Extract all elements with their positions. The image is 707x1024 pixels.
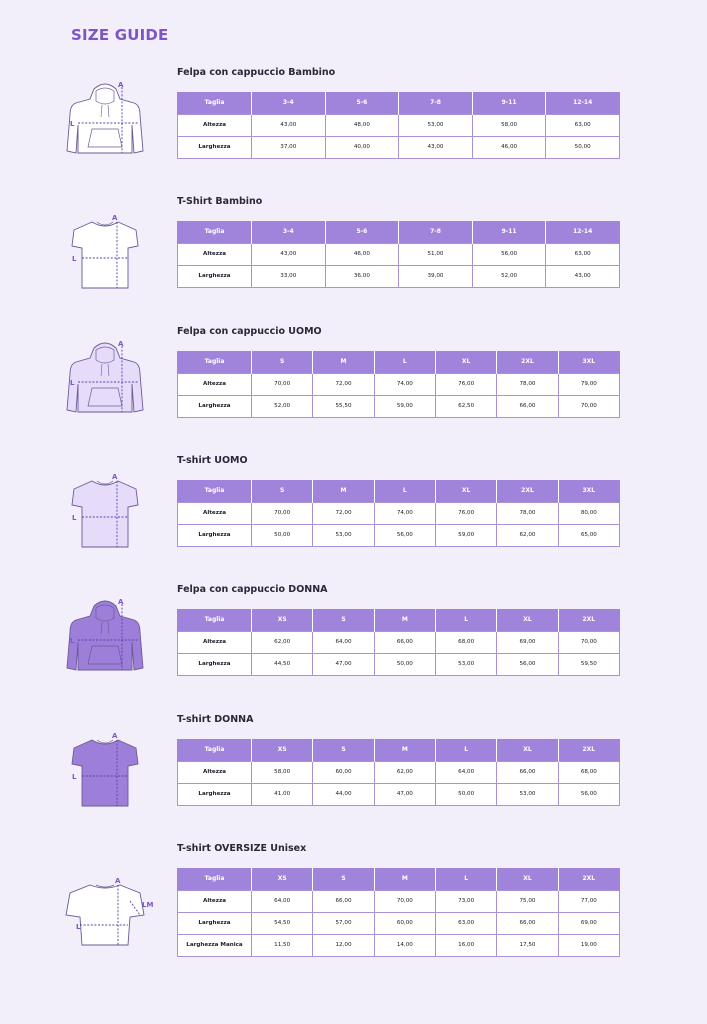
row-label: Altezza — [178, 114, 252, 136]
table-cell: 57,00 — [313, 912, 374, 934]
hoodie-filled-icon — [60, 598, 150, 678]
table-header-row — [178, 609, 620, 631]
table-cell: 70,00 — [374, 890, 435, 912]
table-cell: 69,00 — [497, 631, 558, 653]
table-cell: 48,00 — [325, 114, 399, 136]
table-cell: 69,00 — [558, 912, 619, 934]
table-row — [178, 524, 620, 546]
table-cell: 56,00 — [497, 653, 558, 675]
table-cell: 33,00 — [252, 265, 326, 287]
row-label: Larghezza — [178, 912, 252, 934]
section-title: T-Shirt Bambino — [177, 196, 263, 207]
table-cell: 64,00 — [435, 761, 496, 783]
size-section — [0, 67, 707, 187]
table-cell: 59,00 — [374, 395, 435, 417]
table-cell: 53,00 — [435, 653, 496, 675]
size-section — [0, 455, 707, 575]
row-label: Altezza — [178, 631, 252, 653]
row-label: Altezza — [178, 502, 252, 524]
row-label: Larghezza — [178, 783, 252, 805]
table-cell: 51,00 — [399, 243, 473, 265]
table-cell: 62,00 — [497, 524, 558, 546]
table-cell: 62,00 — [252, 631, 313, 653]
header-size: 12-14 — [546, 221, 620, 243]
header-size: XS — [252, 868, 313, 890]
table-cell: 70,00 — [558, 395, 619, 417]
table-cell: 11,50 — [252, 934, 313, 956]
row-label: Altezza — [178, 890, 252, 912]
header-size: 7-8 — [399, 92, 473, 114]
table-header-row — [178, 868, 620, 890]
table-cell: 52,00 — [252, 395, 313, 417]
table-row — [178, 890, 620, 912]
measure-label-a: A — [112, 214, 118, 222]
table-cell: 58,00 — [472, 114, 546, 136]
table-cell: 47,00 — [313, 653, 374, 675]
hoodie-light-icon — [60, 340, 150, 420]
header-taglia: Taglia — [178, 221, 252, 243]
measure-label-l: L — [70, 637, 75, 645]
table-cell: 44,50 — [252, 653, 313, 675]
header-size: M — [374, 609, 435, 631]
header-size: 2XL — [497, 351, 558, 373]
section-title: Felpa con cappuccio UOMO — [177, 326, 322, 337]
tshirt-oversize-icon — [60, 879, 160, 949]
table-cell: 58,00 — [252, 761, 313, 783]
table-row — [178, 395, 620, 417]
header-size: 5-6 — [325, 221, 399, 243]
size-table — [177, 609, 620, 676]
table-cell: 43,00 — [252, 114, 326, 136]
header-taglia: Taglia — [178, 92, 252, 114]
header-size: 3XL — [558, 480, 619, 502]
header-size: L — [435, 868, 496, 890]
table-row — [178, 373, 620, 395]
table-cell: 60,00 — [313, 761, 374, 783]
table-cell: 14,00 — [374, 934, 435, 956]
table-cell: 53,00 — [313, 524, 374, 546]
table-cell: 80,00 — [558, 502, 619, 524]
table-cell: 74,00 — [374, 373, 435, 395]
measure-label-l: L — [70, 120, 75, 128]
size-table — [177, 480, 620, 547]
header-size: XS — [252, 609, 313, 631]
row-label: Larghezza — [178, 395, 252, 417]
size-table — [177, 739, 620, 806]
table-cell: 63,00 — [435, 912, 496, 934]
table-cell: 50,00 — [435, 783, 496, 805]
header-size: S — [313, 868, 374, 890]
table-cell: 50,00 — [546, 136, 620, 158]
size-table — [177, 351, 620, 418]
size-section — [0, 714, 707, 834]
header-taglia: Taglia — [178, 609, 252, 631]
table-cell: 46,00 — [472, 136, 546, 158]
row-label: Altezza — [178, 243, 252, 265]
table-cell: 66,00 — [497, 912, 558, 934]
table-cell: 68,00 — [558, 761, 619, 783]
section-title: T-shirt DONNA — [177, 714, 254, 725]
table-cell: 70,00 — [558, 631, 619, 653]
table-cell: 43,00 — [399, 136, 473, 158]
table-cell: 63,00 — [546, 114, 620, 136]
table-cell: 50,00 — [252, 524, 313, 546]
row-label: Altezza — [178, 761, 252, 783]
table-row — [178, 783, 620, 805]
header-size: M — [374, 868, 435, 890]
table-cell: 74,00 — [374, 502, 435, 524]
table-row — [178, 114, 620, 136]
size-section — [0, 326, 707, 446]
table-cell: 64,00 — [252, 890, 313, 912]
table-cell: 56,00 — [558, 783, 619, 805]
header-size: XS — [252, 739, 313, 761]
row-label: Larghezza Manica — [178, 934, 252, 956]
header-size: L — [435, 739, 496, 761]
table-row — [178, 653, 620, 675]
table-header-row — [178, 92, 620, 114]
table-cell: 40,00 — [325, 136, 399, 158]
header-taglia: Taglia — [178, 480, 252, 502]
table-header-row — [178, 221, 620, 243]
table-cell: 73,00 — [435, 890, 496, 912]
table-cell: 55,50 — [313, 395, 374, 417]
row-label: Larghezza — [178, 524, 252, 546]
header-size: 3-4 — [252, 221, 326, 243]
table-cell: 16,00 — [435, 934, 496, 956]
table-row — [178, 934, 620, 956]
table-cell: 39,00 — [399, 265, 473, 287]
table-row — [178, 631, 620, 653]
measure-label-a: A — [112, 473, 118, 481]
header-size: XL — [435, 480, 496, 502]
size-table — [177, 221, 620, 288]
table-cell: 12,00 — [313, 934, 374, 956]
measure-label-a: A — [118, 598, 124, 606]
measure-label-l: L — [72, 514, 77, 522]
table-cell: 43,00 — [546, 265, 620, 287]
table-cell: 66,00 — [374, 631, 435, 653]
size-section — [0, 584, 707, 704]
measure-label-lm: LM — [142, 901, 154, 909]
table-row — [178, 265, 620, 287]
table-cell: 59,00 — [435, 524, 496, 546]
header-size: 9-11 — [472, 92, 546, 114]
header-size: 2XL — [558, 868, 619, 890]
hoodie-outline-icon — [60, 81, 150, 161]
header-size: 2XL — [497, 480, 558, 502]
table-cell: 70,00 — [252, 373, 313, 395]
table-cell: 76,00 — [435, 502, 496, 524]
table-cell: 77,00 — [558, 890, 619, 912]
table-cell: 44,00 — [313, 783, 374, 805]
measure-label-a: A — [112, 732, 118, 740]
table-row — [178, 243, 620, 265]
table-cell: 52,00 — [472, 265, 546, 287]
table-cell: 62,00 — [374, 761, 435, 783]
header-taglia: Taglia — [178, 351, 252, 373]
table-header-row — [178, 480, 620, 502]
size-section — [0, 196, 707, 316]
table-row — [178, 912, 620, 934]
section-title: Felpa con cappuccio DONNA — [177, 584, 328, 595]
table-cell: 19,00 — [558, 934, 619, 956]
table-cell: 68,00 — [435, 631, 496, 653]
table-cell: 56,00 — [472, 243, 546, 265]
table-cell: 43,00 — [252, 243, 326, 265]
measure-label-l: L — [76, 923, 81, 931]
table-cell: 56,00 — [374, 524, 435, 546]
measure-label-l: L — [72, 255, 77, 263]
header-size: S — [313, 739, 374, 761]
row-label: Altezza — [178, 373, 252, 395]
header-size: 2XL — [558, 609, 619, 631]
table-cell: 53,00 — [399, 114, 473, 136]
table-cell: 63,00 — [546, 243, 620, 265]
table-header-row — [178, 351, 620, 373]
table-header-row — [178, 739, 620, 761]
tshirt-light-icon — [60, 473, 150, 549]
header-size: 2XL — [558, 739, 619, 761]
table-cell: 54,50 — [252, 912, 313, 934]
table-cell: 37,00 — [252, 136, 326, 158]
measure-label-a: A — [115, 877, 121, 885]
measure-label-l: L — [70, 379, 75, 387]
header-size: M — [313, 351, 374, 373]
table-cell: 36,00 — [325, 265, 399, 287]
table-cell: 60,00 — [374, 912, 435, 934]
measure-label-a: A — [118, 81, 124, 89]
size-table — [177, 868, 620, 957]
header-size: L — [435, 609, 496, 631]
table-cell: 79,00 — [558, 373, 619, 395]
tshirt-outline-icon — [60, 214, 150, 290]
header-size: S — [313, 609, 374, 631]
table-cell: 47,00 — [374, 783, 435, 805]
table-cell: 53,00 — [497, 783, 558, 805]
header-size: XL — [497, 868, 558, 890]
header-size: XL — [497, 739, 558, 761]
table-cell: 62,50 — [435, 395, 496, 417]
table-cell: 17,50 — [497, 934, 558, 956]
header-size: 9-11 — [472, 221, 546, 243]
section-title: T-shirt UOMO — [177, 455, 248, 466]
measure-label-l: L — [72, 773, 77, 781]
header-size: XL — [435, 351, 496, 373]
table-cell: 59,50 — [558, 653, 619, 675]
header-size: L — [374, 480, 435, 502]
header-taglia: Taglia — [178, 739, 252, 761]
section-title: Felpa con cappuccio Bambino — [177, 67, 336, 78]
tshirt-filled-icon — [60, 732, 150, 808]
page-title: SIZE GUIDE — [71, 26, 169, 44]
table-row — [178, 136, 620, 158]
header-size: 3-4 — [252, 92, 326, 114]
table-cell: 78,00 — [497, 502, 558, 524]
size-section — [0, 843, 707, 963]
header-size: 3XL — [558, 351, 619, 373]
header-size: L — [374, 351, 435, 373]
table-row — [178, 502, 620, 524]
table-cell: 41,00 — [252, 783, 313, 805]
table-cell: 78,00 — [497, 373, 558, 395]
section-title: T-shirt OVERSIZE Unisex — [177, 843, 307, 854]
table-cell: 65,00 — [558, 524, 619, 546]
table-cell: 70,00 — [252, 502, 313, 524]
table-cell: 76,00 — [435, 373, 496, 395]
table-cell: 66,00 — [313, 890, 374, 912]
header-size: XL — [497, 609, 558, 631]
header-taglia: Taglia — [178, 868, 252, 890]
table-cell: 66,00 — [497, 395, 558, 417]
table-cell: 75,00 — [497, 890, 558, 912]
table-cell: 72,00 — [313, 502, 374, 524]
header-size: 12-14 — [546, 92, 620, 114]
row-label: Larghezza — [178, 265, 252, 287]
table-cell: 64,00 — [313, 631, 374, 653]
header-size: S — [252, 480, 313, 502]
table-cell: 66,00 — [497, 761, 558, 783]
table-cell: 50,00 — [374, 653, 435, 675]
header-size: 5-6 — [325, 92, 399, 114]
header-size: 7-8 — [399, 221, 473, 243]
table-cell: 72,00 — [313, 373, 374, 395]
header-size: M — [374, 739, 435, 761]
header-size: M — [313, 480, 374, 502]
table-cell: 46,00 — [325, 243, 399, 265]
header-size: S — [252, 351, 313, 373]
row-label: Larghezza — [178, 136, 252, 158]
row-label: Larghezza — [178, 653, 252, 675]
measure-label-a: A — [118, 340, 124, 348]
size-table — [177, 92, 620, 159]
table-row — [178, 761, 620, 783]
